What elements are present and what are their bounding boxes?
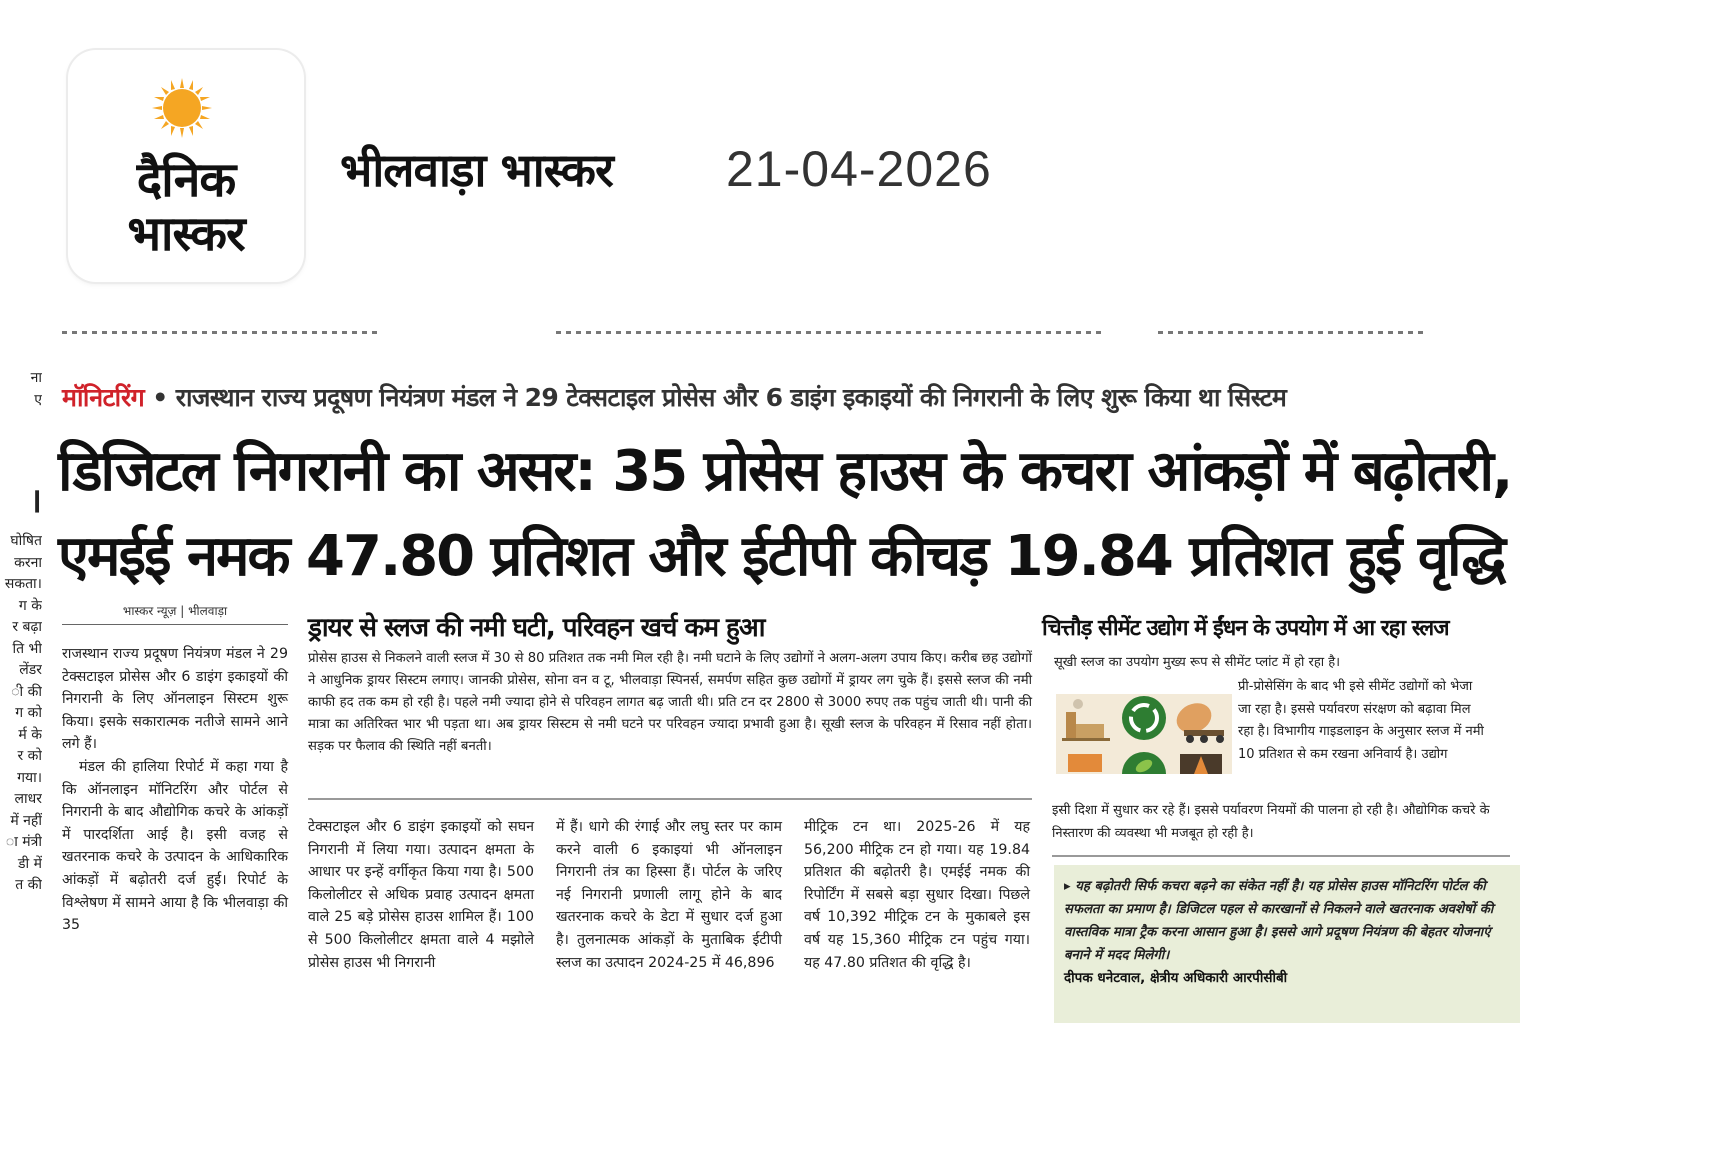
article-column-1	[62, 643, 288, 937]
divider	[308, 798, 1032, 800]
headline-line2: एमईई नमक 47.80 प्रतिशत और ईटीपी कीचड़ 19.84 प्रतिशत हुई वृद्धि	[58, 524, 1505, 589]
factory-icon	[1062, 699, 1110, 741]
kicker-text: राजस्थान राज्य प्रदूषण नियंत्रण मंडल ने 29 टेक्सटाइल प्रोसेस और 6 डाइंग इकाइयों की निगरानी के लिए शुरू किया था सिस्टम	[175, 383, 1287, 412]
cement-mixer-truck-icon	[1172, 698, 1224, 743]
recycle-icon	[1122, 696, 1166, 740]
paragraph: मंडल की हालिया रिपोर्ट में कहा गया है कि ऑनलाइन मॉनिटरिंग और पोर्टल से निगरानी के बाद औद्योगिक कचरे के आंकड़ों में पारदर्शिता आई है। इसी वजह से खतरनाक कचरे के उत्पादन के आधिकारिक आंकड़ों में बढ़ोतरी दर्ज हुई। रिपोर्ट के विश्लेषण में सामने आया है कि भीलवाड़ा की 35	[62, 758, 288, 934]
dryer-section-text: प्रोसेस हाउस से निकलने वाली स्लज में 30 से 80 प्रतिशत तक नमी मिल रही है। नमी घटाने के लिए उद्योगों ने अलग-अलग उपाय किए। करीब छह उद्योगों ने आधुनिक ड्रायर सिस्टम लगाए। जानकी प्रोसेस, सोना वन व टू, भीलवाड़ा स्पिनर्स, समर्पण सहित कुछ उद्योगों में ड्रायर लग चुके हैं। इससे स्लज की नमी काफी हद तक कम हो रही है। पहले नमी ज्यादा होने से परिवहन लागत बढ़ जाती थी। प्रति टन दर 2800 से 3000 रुपए तक पहुंच जाती थी। पानी की मात्रा का अतिरिक्त भार भी पड़ता था। अब ड्रायर सिस्टम से नमी घटने पर परिवहन ज्यादा प्रभावी हुआ है। सूखी स्लज के परिवहन में रिसाव नहीं होता। सड़क पर फैलाव की स्थिति नहीं बनती।	[308, 651, 1032, 754]
article-column-2: टेक्सटाइल और 6 डाइंग इकाइयों को सघन निगरानी में लिया गया। उत्पादन क्षमता के आधार पर इन्हें वर्गीकृत किया गया है। 500 किलोलीटर से अधिक प्रवाह उत्पादन क्षमता वाले 25 बड़े प्रोसेस हाउस शामिल हैं। 100 से 500 किलोलीटर क्षमता वाले 4 मझोले प्रोसेस हाउस भी निगरानी	[308, 819, 534, 971]
article-column-3: में हैं। धागे की रंगाई और लघु स्तर पर काम करने वाली 6 इकाइयां भी ऑनलाइन निगरानी तंत्र का हिस्सा हैं। पोर्टल के जरिए नई निगरानी प्रणाली लागू होने के बाद खतरनाक कचरे के डेटा में सुधार दर्ज हुआ है। तुलनात्मक आंकड़ों के मुताबिक ईटीपी स्लज का उत्पादन 2024-25 में 46,896	[556, 819, 782, 971]
logo-box	[68, 50, 304, 282]
adjacent-article-strip: ना ए । घोषित करना सकता। ग के र बढ़ा ति भी लेंडर ी की ग को र्म के र को गया। लाधर में नहीं ा मंत्री डी में त की	[4, 370, 42, 893]
divider	[1052, 855, 1510, 857]
sun-logo-icon	[152, 78, 212, 138]
byline: भास्कर न्यूज़ | भीलवाड़ा	[62, 602, 288, 625]
faint-text-row	[0, 330, 1721, 336]
article-column-4: मीट्रिक टन था। 2025-26 में यह 56,200 मीट्रिक टन हो गया। यह 19.84 प्रतिशत की बढ़ोतरी है। एमईई नमक की रिपोर्टिंग में सबसे बड़ा सुधार दिखा। पिछले वर्ष 10,392 मीट्रिक टन के मुकाबले इस वर्ष यह 15,360 मीट्रिक टन पहुंच गया। यह 47.80 प्रतिशत की वृद्धि है।	[804, 819, 1030, 971]
sludge-illustration	[1056, 694, 1232, 774]
paragraph: राजस्थान राज्य प्रदूषण नियंत्रण मंडल ने 29 टेक्सटाइल प्रोसेस और 6 डाइंग इकाइयों की निगरानी के लिए ऑनलाइन सिस्टम शुरू किया। इसके सकारात्मक नतीजे सामने आने लगे हैं।	[62, 646, 288, 753]
leaf-icon	[1122, 752, 1166, 774]
subheading-dryer: ड्रायर से स्लज की नमी घटी, परिवहन खर्च कम हुआ	[308, 613, 765, 643]
quote-text: ▸ यह बढ़ोतरी सिर्फ कचरा बढ़ने का संकेत नहीं है। यह प्रोसेस हाउस मॉनिटरिंग पोर्टल की सफलता का प्रमाण है। डिजिटल पहल से कारखानों से निकलने वाले खतरनाक अवशेषों की वास्तविक मात्रा ट्रैक करना आसान हुआ है। इससे आगे प्रदूषण नियंत्रण की बेहतर योजनाएं बनाने में मदद मिलेगी।	[1064, 879, 1494, 963]
sidebar-title: चित्तौड़ सीमेंट उद्योग में ईंधन के उपयोग में आ रहा स्लज	[1042, 616, 1449, 641]
quote-bullet-icon: ▸	[1064, 879, 1076, 894]
edition-name: भीलवाड़ा भास्कर	[340, 143, 613, 197]
kicker-line	[62, 380, 1286, 414]
brick-icon	[1068, 754, 1102, 772]
logo-text-line1: दैनिक	[136, 152, 236, 208]
sidebar-lead: सूखी स्लज का उपयोग मुख्य रूप से सीमेंट प्लांट में हो रहा है।	[1054, 655, 1341, 670]
kicker-bullet: •	[152, 383, 168, 412]
kiln-fire-icon	[1180, 754, 1222, 774]
quote-author: दीपक धनेटवाल, क्षेत्रीय अधिकारी आरपीसीबी	[1064, 970, 1288, 986]
official-quote-box	[1054, 865, 1520, 1023]
sidebar-wrap-text: प्री-प्रोसेसिंग के बाद भी इसे सीमेंट उद्योगों को भेजा जा रहा है। इससे पर्यावरण संरक्षण को बढ़ावा मिल रहा है। विभागीय गाइडलाइन के अनुसार स्लज में नमी 10 प्रतिशत से कम रखना अनिवार्य है। उद्योग	[1238, 679, 1484, 762]
headline-line1: डिजिटल निगरानी का असर: 35 प्रोसेस हाउस के कचरा आंकड़ों में बढ़ोतरी,	[58, 439, 1512, 504]
sidebar-tail-text: इसी दिशा में सुधार कर रहे हैं। इससे पर्यावरण नियमों की पालना हो रही है। औद्योगिक कचरे के निस्तारण की व्यवस्था भी मजबूत हो रही है।	[1052, 803, 1490, 841]
kicker-label: मॉनिटरिंग	[62, 383, 145, 412]
logo-text-line2: भास्कर	[127, 206, 245, 262]
edition-date: 21-04-2026	[726, 141, 992, 197]
